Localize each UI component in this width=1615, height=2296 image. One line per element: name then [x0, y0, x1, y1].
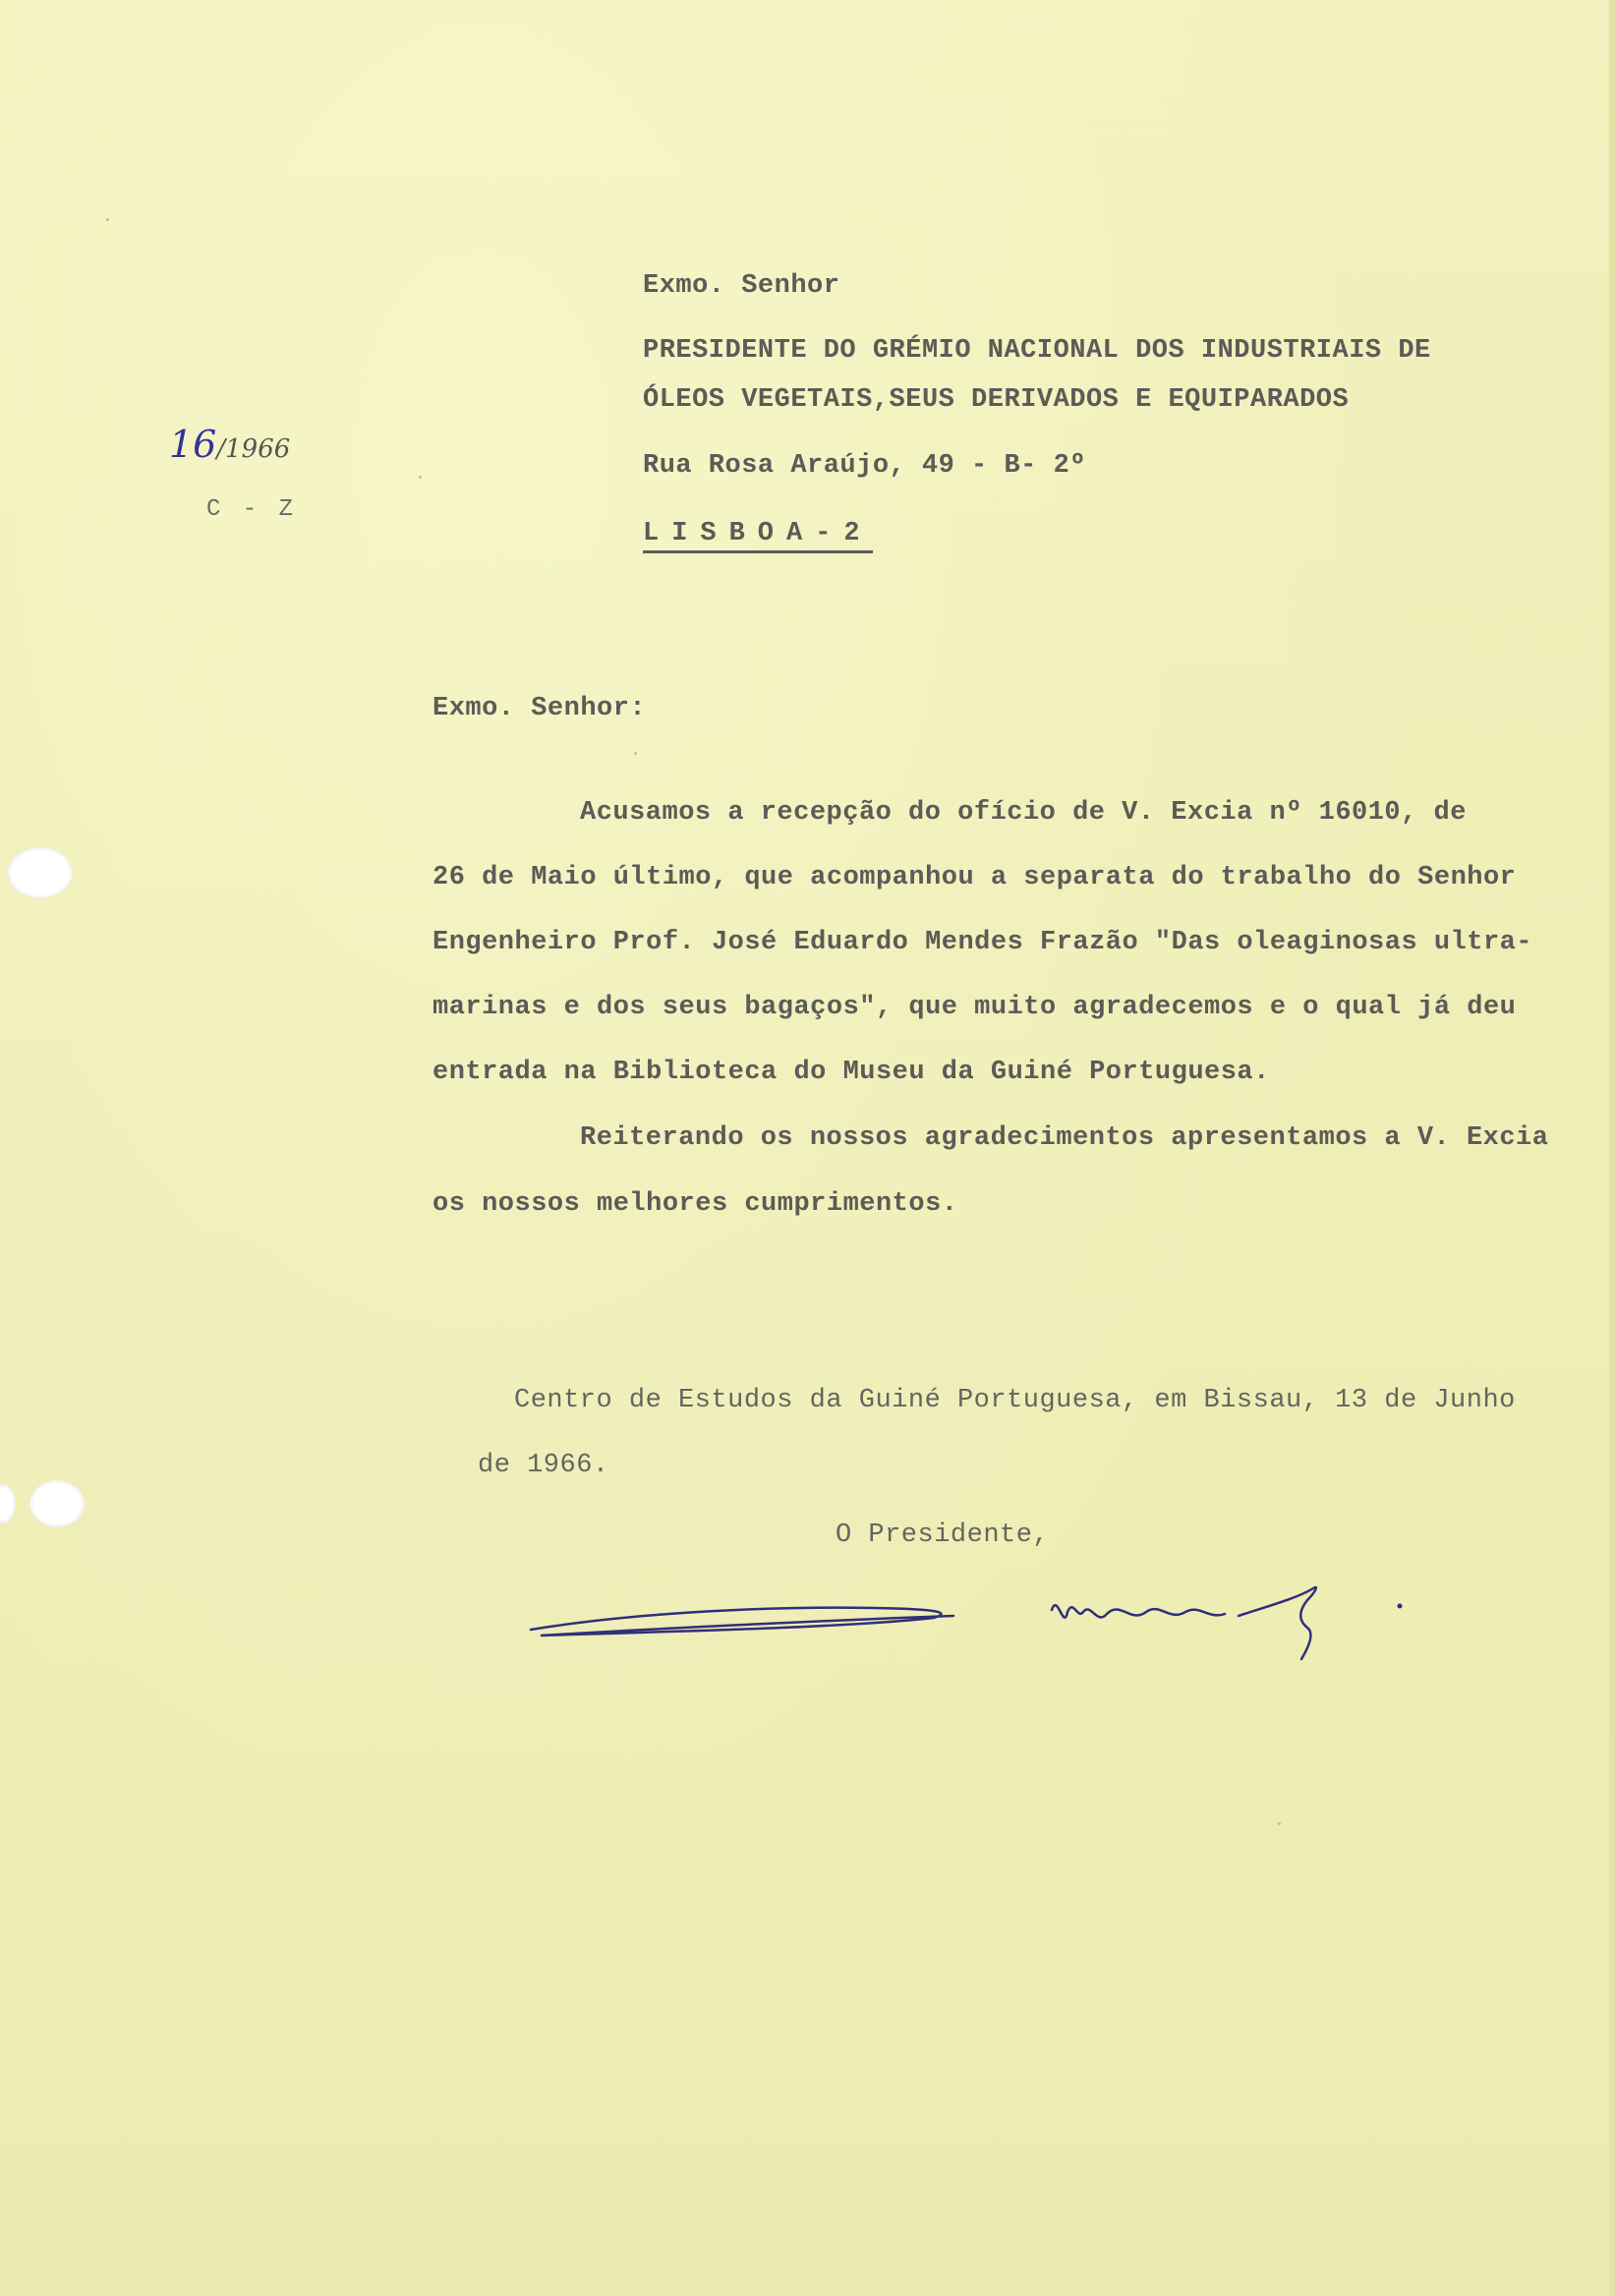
paragraph-1-line: Engenheiro Prof. José Eduardo Mendes Frazão "Das oleaginosas ultra-: [433, 928, 1533, 957]
paper-speck: [419, 476, 422, 479]
reference-number: 16: [169, 423, 217, 466]
place-date-line-2: de 1966.: [478, 1451, 609, 1480]
salutation: Exmo. Senhor:: [433, 694, 647, 723]
paper-speck: [1278, 1822, 1281, 1825]
paragraph-1-line: 26 de Maio último, que acompanhou a separata do trabalho do Senhor: [433, 863, 1517, 892]
handwritten-signature: [521, 1563, 1425, 1671]
paper-speck: [106, 218, 109, 221]
paragraph-1-line: Acusamos a recepção do ofício de V. Excia nº 16010, de: [580, 798, 1467, 828]
paragraph-1-line: marinas e dos seus bagaços", que muito agradecemos e o qual já deu: [433, 993, 1517, 1022]
punch-hole: [0, 1484, 16, 1523]
recipient-title-line-1: PRESIDENTE DO GRÉMIO NACIONAL DOS INDUSTRIAIS DE: [643, 336, 1431, 366]
paragraph-2-line: Reiterando os nossos agradecimentos apresentamos a V. Excia: [580, 1123, 1549, 1153]
handwritten-reference-number: [169, 423, 290, 466]
paper-speck: [634, 752, 637, 755]
signoff: O Presidente,: [836, 1521, 1050, 1550]
recipient-city: LISBOA-2: [643, 519, 873, 553]
recipient-address: Rua Rosa Araújo, 49 - B- 2º: [643, 451, 1086, 481]
punch-hole: [29, 1480, 85, 1527]
reference-year: /1966: [216, 434, 291, 464]
archive-code: C - Z: [206, 496, 298, 523]
place-date-line-1: Centro de Estudos da Guiné Portuguesa, em Bissau, 13 de Junho: [514, 1386, 1516, 1415]
paragraph-1-line: entrada na Biblioteca do Museu da Guiné Portuguesa.: [433, 1058, 1270, 1087]
punch-hole: [8, 847, 73, 898]
recipient-honorific: Exmo. Senhor: [643, 271, 840, 301]
paragraph-2-line: os nossos melhores cumprimentos.: [433, 1189, 958, 1219]
recipient-title-line-2: ÓLEOS VEGETAIS,SEUS DERIVADOS E EQUIPARADOS: [643, 385, 1350, 415]
